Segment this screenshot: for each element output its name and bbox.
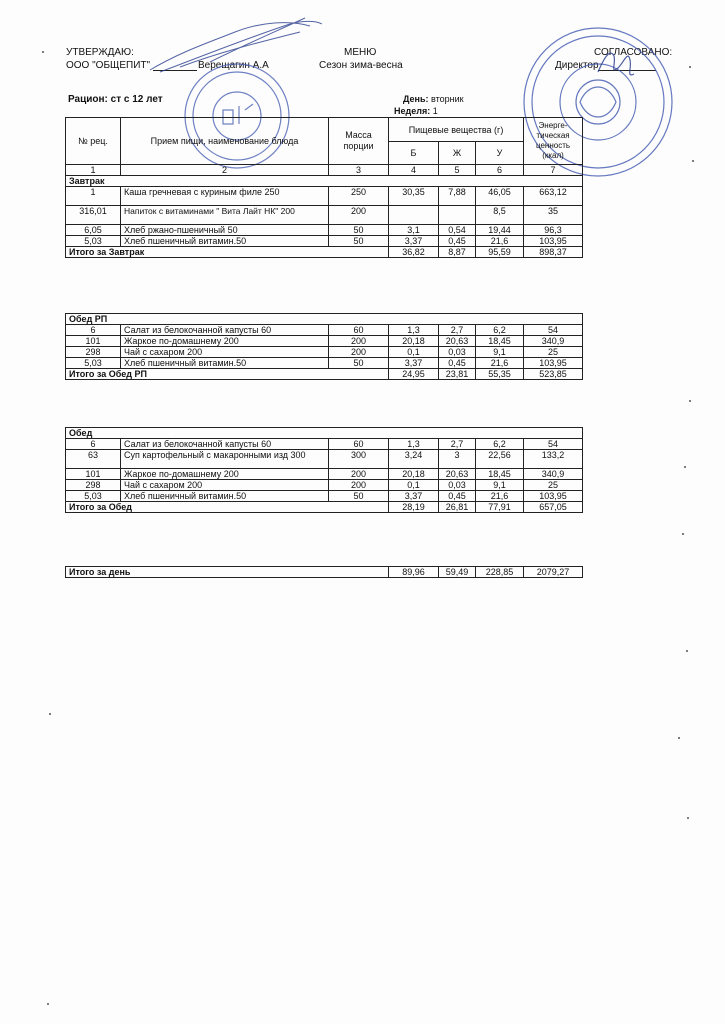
menu-table-day-total (65, 566, 583, 578)
u-cell: 9,1 (476, 347, 524, 358)
b-cell: 3,37 (389, 358, 439, 369)
b-cell: 0,1 (389, 480, 439, 491)
col-u: У (476, 142, 524, 165)
approver-name: Верещагин А.А (198, 60, 269, 71)
rec-cell: 6 (66, 439, 121, 450)
signature-right-icon (590, 38, 640, 88)
ration-label: Рацион: ст с 12 лет (68, 94, 163, 105)
rec-cell: 101 (66, 336, 121, 347)
zh-cell: 0,45 (439, 236, 476, 247)
mass-cell: 200 (329, 469, 389, 480)
table-row (66, 225, 583, 236)
kcal-cell: 663,12 (524, 187, 583, 206)
menu-table-lunch-rp (65, 313, 583, 380)
rec-cell: 6,05 (66, 225, 121, 236)
week-value: 1 (432, 106, 438, 116)
scan-speck (47, 1003, 49, 1005)
week-row (394, 106, 438, 116)
dish-cell: Суп картофельный с макаронными изд 300 (121, 450, 329, 469)
scan-speck (689, 400, 691, 402)
zh-cell: 0,54 (439, 225, 476, 236)
table-row (66, 491, 583, 502)
table-row (66, 236, 583, 247)
day-row (403, 94, 464, 104)
mass-cell: 200 (329, 336, 389, 347)
b-cell: 3,37 (389, 236, 439, 247)
u-cell: 21,6 (476, 236, 524, 247)
u-cell: 18,45 (476, 336, 524, 347)
company-line: ООО "ОБЩЕПИТ" (66, 60, 151, 71)
menu-table-lunch (65, 427, 583, 513)
kcal-cell: 523,85 (524, 369, 583, 380)
kcal-cell: 25 (524, 480, 583, 491)
dish-cell: Хлеб пшеничный витамин.50 (121, 358, 329, 369)
col-energy: Энерге-тическая ценность (ккал) (524, 118, 583, 165)
b-cell: 24,95 (389, 369, 439, 380)
dish-cell: Хлеб ржано-пшеничный 50 (121, 225, 329, 236)
mass-cell: 50 (329, 225, 389, 236)
season: Сезон зима-весна (319, 60, 403, 71)
day-label: День: (403, 94, 429, 104)
b-cell: 3,1 (389, 225, 439, 236)
kcal-cell: 657,05 (524, 502, 583, 513)
total-label: Итого за Обед РП (66, 369, 389, 380)
total-row (66, 369, 583, 380)
zh-cell: 2,7 (439, 439, 476, 450)
mass-cell: 200 (329, 206, 389, 225)
col-num: 7 (524, 165, 583, 176)
u-cell: 77,91 (476, 502, 524, 513)
approve-label: УТВЕРЖДАЮ: (66, 47, 134, 58)
col-num: 3 (329, 165, 389, 176)
b-cell (389, 206, 439, 225)
col-rec-no: № рец. (66, 118, 121, 165)
u-cell: 9,1 (476, 480, 524, 491)
table-row (66, 325, 583, 336)
rec-cell: 316,01 (66, 206, 121, 225)
total-row (66, 567, 583, 578)
col-num: 2 (121, 165, 329, 176)
kcal-cell: 25 (524, 347, 583, 358)
mass-cell: 200 (329, 347, 389, 358)
table-row (66, 336, 583, 347)
dish-cell: Салат из белокочанной капусты 60 (121, 325, 329, 336)
rec-cell: 5,03 (66, 491, 121, 502)
b-cell: 20,18 (389, 469, 439, 480)
scan-speck (689, 66, 691, 68)
zh-cell: 0,03 (439, 480, 476, 491)
zh-cell: 2,7 (439, 325, 476, 336)
kcal-cell: 103,95 (524, 236, 583, 247)
zh-cell (439, 206, 476, 225)
section-title: Обед РП (66, 314, 583, 325)
col-mass: Масса порции (329, 118, 389, 165)
kcal-cell: 340,9 (524, 336, 583, 347)
col-b: Б (389, 142, 439, 165)
signature-left-icon (140, 12, 330, 82)
col-num: 5 (439, 165, 476, 176)
scan-speck (42, 51, 44, 53)
total-row (66, 247, 583, 258)
table-row (66, 480, 583, 491)
mass-cell: 60 (329, 325, 389, 336)
scan-speck (686, 650, 688, 652)
b-cell: 20,18 (389, 336, 439, 347)
table-row (66, 206, 583, 225)
total-label: Итого за день (66, 567, 389, 578)
total-label: Итого за Завтрак (66, 247, 389, 258)
dish-cell: Напиток с витаминами " Вита Лайт НК" 200 (121, 206, 329, 225)
u-cell: 228,85 (476, 567, 524, 578)
dish-cell: Хлеб пшеничный витамин.50 (121, 236, 329, 247)
u-cell: 55,35 (476, 369, 524, 380)
zh-cell: 0,03 (439, 347, 476, 358)
kcal-cell: 898,37 (524, 247, 583, 258)
zh-cell: 20,63 (439, 336, 476, 347)
kcal-cell: 54 (524, 439, 583, 450)
rec-cell: 298 (66, 480, 121, 491)
menu-table-breakfast (65, 117, 583, 258)
b-cell: 3,37 (389, 491, 439, 502)
zh-cell: 23,81 (439, 369, 476, 380)
u-cell: 18,45 (476, 469, 524, 480)
mass-cell: 50 (329, 236, 389, 247)
dish-cell: Хлеб пшеничный витамин.50 (121, 491, 329, 502)
rec-cell: 101 (66, 469, 121, 480)
page-title: МЕНЮ (344, 47, 377, 58)
zh-cell: 59,49 (439, 567, 476, 578)
director-label: Директор (555, 60, 599, 71)
b-cell: 89,96 (389, 567, 439, 578)
scan-speck (49, 713, 51, 715)
u-cell: 19,44 (476, 225, 524, 236)
u-cell: 22,56 (476, 450, 524, 469)
u-cell: 21,6 (476, 358, 524, 369)
scan-speck (687, 817, 689, 819)
table-row (66, 187, 583, 206)
day-value: вторник (431, 94, 464, 104)
kcal-cell: 103,95 (524, 358, 583, 369)
u-cell: 46,05 (476, 187, 524, 206)
rec-cell: 5,03 (66, 358, 121, 369)
agreed-label: СОГЛАСОВАНО: (594, 47, 673, 58)
u-cell: 8,5 (476, 206, 524, 225)
rec-cell: 63 (66, 450, 121, 469)
scan-speck (682, 533, 684, 535)
table-row (66, 347, 583, 358)
b-cell: 30,35 (389, 187, 439, 206)
b-cell: 28,19 (389, 502, 439, 513)
b-cell: 36,82 (389, 247, 439, 258)
mass-cell: 250 (329, 187, 389, 206)
u-cell: 6,2 (476, 325, 524, 336)
scan-speck (678, 737, 680, 739)
zh-cell: 8,87 (439, 247, 476, 258)
b-cell: 1,3 (389, 439, 439, 450)
mass-cell: 50 (329, 491, 389, 502)
kcal-cell: 2079,27 (524, 567, 583, 578)
mass-cell: 200 (329, 480, 389, 491)
kcal-cell: 35 (524, 206, 583, 225)
b-cell: 3,24 (389, 450, 439, 469)
mass-cell: 60 (329, 439, 389, 450)
kcal-cell: 133,2 (524, 450, 583, 469)
dish-cell: Каша гречневая с куриным филе 250 (121, 187, 329, 206)
u-cell: 6,2 (476, 439, 524, 450)
table-row (66, 450, 583, 469)
dish-cell: Жаркое по-домашнему 200 (121, 469, 329, 480)
rec-cell: 5,03 (66, 236, 121, 247)
zh-cell: 0,45 (439, 358, 476, 369)
scan-speck (684, 466, 686, 468)
mass-cell: 300 (329, 450, 389, 469)
table-row (66, 439, 583, 450)
total-label: Итого за Обед (66, 502, 389, 513)
total-row (66, 502, 583, 513)
zh-cell: 0,45 (439, 491, 476, 502)
col-num: 4 (389, 165, 439, 176)
col-dish: Прием пищи, наименование блюда (121, 118, 329, 165)
rec-cell: 298 (66, 347, 121, 358)
b-cell: 0,1 (389, 347, 439, 358)
col-zh: Ж (439, 142, 476, 165)
week-label: Неделя: (394, 106, 431, 116)
table-row (66, 469, 583, 480)
kcal-cell: 96,3 (524, 225, 583, 236)
section-title: Завтрак (66, 176, 583, 187)
column-number-row (66, 165, 583, 176)
zh-cell: 3 (439, 450, 476, 469)
rec-cell: 1 (66, 187, 121, 206)
col-num: 1 (66, 165, 121, 176)
rec-cell: 6 (66, 325, 121, 336)
dish-cell: Салат из белокочанной капусты 60 (121, 439, 329, 450)
col-nutrients: Пищевые вещества (г) (389, 118, 524, 142)
scan-speck (692, 160, 694, 162)
kcal-cell: 340,9 (524, 469, 583, 480)
kcal-cell: 54 (524, 325, 583, 336)
u-cell: 21,6 (476, 491, 524, 502)
zh-cell: 7,88 (439, 187, 476, 206)
b-cell: 1,3 (389, 325, 439, 336)
zh-cell: 26,81 (439, 502, 476, 513)
dish-cell: Чай с сахаром 200 (121, 347, 329, 358)
table-row (66, 358, 583, 369)
mass-cell: 50 (329, 358, 389, 369)
kcal-cell: 103,95 (524, 491, 583, 502)
zh-cell: 20,63 (439, 469, 476, 480)
dish-cell: Чай с сахаром 200 (121, 480, 329, 491)
section-title: Обед (66, 428, 583, 439)
u-cell: 95,59 (476, 247, 524, 258)
dish-cell: Жаркое по-домашнему 200 (121, 336, 329, 347)
col-num: 6 (476, 165, 524, 176)
